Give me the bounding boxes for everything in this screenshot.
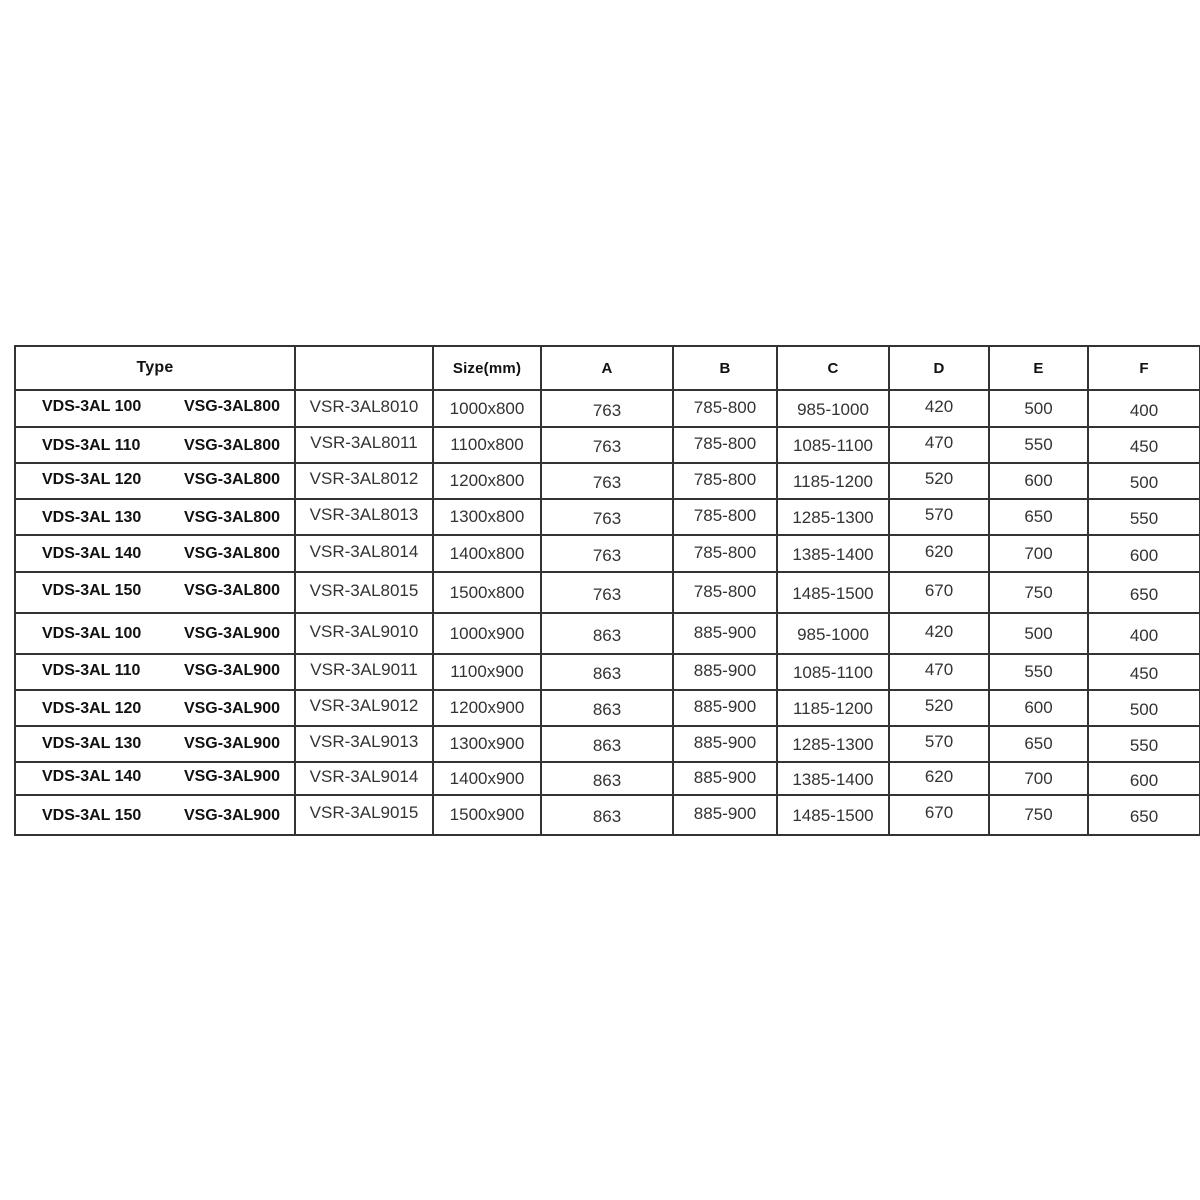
table-row [15, 427, 1200, 463]
size-cell: 1000x800 [433, 390, 541, 427]
type-vsg-label: VSG-3AL900 [183, 662, 280, 680]
c-cell: 1385-1400 [777, 535, 889, 572]
table-body [15, 390, 1200, 835]
column-header-type: Type [15, 346, 295, 390]
c-cell: 1385-1400 [777, 762, 889, 795]
b-cell: 785-800 [673, 427, 777, 463]
f-cell: 650 [1088, 572, 1200, 613]
d-cell: 670 [889, 572, 989, 613]
d-cell: 420 [889, 613, 989, 654]
type-vds-label: VDS-3AL 100 [42, 398, 142, 416]
c-cell: 1085-1100 [777, 427, 889, 463]
header-row [15, 346, 1200, 390]
type-vsg-label: VSG-3AL900 [183, 700, 280, 718]
f-cell: 650 [1088, 795, 1200, 835]
type-vsg-label: VSG-3AL900 [183, 735, 280, 752]
table-row [15, 572, 1200, 613]
column-header-d: D [889, 346, 989, 390]
size-cell: 1200x800 [433, 463, 541, 499]
code-cell: VSR-3AL9012 [295, 690, 433, 726]
type-cell [15, 390, 295, 427]
type-vsg-label: VSG-3AL900 [183, 625, 280, 643]
code-cell: VSR-3AL9011 [295, 654, 433, 690]
a-cell: 763 [541, 499, 673, 535]
b-cell: 885-900 [673, 795, 777, 835]
e-cell: 550 [989, 427, 1088, 463]
code-cell: VSR-3AL8014 [295, 535, 433, 572]
a-cell: 863 [541, 726, 673, 762]
d-cell: 570 [889, 499, 989, 535]
c-cell: 1085-1100 [777, 654, 889, 690]
a-cell: 863 [541, 762, 673, 795]
b-cell: 885-900 [673, 726, 777, 762]
code-cell: VSR-3AL8015 [295, 572, 433, 613]
c-cell: 1285-1300 [777, 726, 889, 762]
f-cell: 600 [1088, 535, 1200, 572]
b-cell: 885-900 [673, 690, 777, 726]
column-header-a: A [541, 346, 673, 390]
type-vds-label: VDS-3AL 130 [42, 735, 142, 752]
type-cell [15, 726, 295, 762]
c-cell: 985-1000 [777, 613, 889, 654]
b-cell: 885-900 [673, 613, 777, 654]
type-cell [15, 690, 295, 726]
table-row [15, 613, 1200, 654]
d-cell: 470 [889, 427, 989, 463]
type-vsg-label: VSG-3AL800 [183, 544, 280, 562]
column-header-code [295, 346, 433, 390]
type-cell [15, 427, 295, 463]
type-vds-label: VDS-3AL 130 [42, 509, 142, 527]
column-header-c: C [777, 346, 889, 390]
type-cell [15, 613, 295, 654]
type-vds-label: VDS-3AL 100 [42, 625, 142, 643]
table-row [15, 762, 1200, 795]
type-vds-label: VDS-3AL 150 [42, 582, 142, 600]
e-cell: 500 [989, 613, 1088, 654]
code-cell: VSR-3AL9014 [295, 762, 433, 795]
f-cell: 400 [1088, 390, 1200, 427]
e-cell: 500 [989, 390, 1088, 427]
size-cell: 1000x900 [433, 613, 541, 654]
table-row [15, 690, 1200, 726]
size-cell: 1400x900 [433, 762, 541, 795]
f-cell: 400 [1088, 613, 1200, 654]
type-vsg-label: VSG-3AL900 [183, 768, 280, 786]
size-cell: 1100x900 [433, 654, 541, 690]
a-cell: 863 [541, 795, 673, 835]
d-cell: 420 [889, 390, 989, 427]
code-cell: VSR-3AL9015 [295, 795, 433, 835]
f-cell: 500 [1088, 690, 1200, 726]
e-cell: 700 [989, 535, 1088, 572]
c-cell: 1485-1500 [777, 795, 889, 835]
size-cell: 1300x900 [433, 726, 541, 762]
c-cell: 985-1000 [777, 390, 889, 427]
type-vds-label: VDS-3AL 110 [42, 436, 141, 454]
e-cell: 750 [989, 572, 1088, 613]
d-cell: 520 [889, 463, 989, 499]
f-cell: 550 [1088, 499, 1200, 535]
type-cell [15, 654, 295, 690]
a-cell: 863 [541, 654, 673, 690]
e-cell: 600 [989, 463, 1088, 499]
size-cell: 1100x800 [433, 427, 541, 463]
type-vsg-label: VSG-3AL800 [183, 471, 280, 489]
a-cell: 863 [541, 613, 673, 654]
type-cell [15, 762, 295, 795]
b-cell: 885-900 [673, 654, 777, 690]
code-cell: VSR-3AL9013 [295, 726, 433, 762]
column-header-f: F [1088, 346, 1200, 390]
d-cell: 520 [889, 690, 989, 726]
b-cell: 785-800 [673, 390, 777, 427]
type-vds-label: VDS-3AL 140 [42, 544, 142, 562]
c-cell: 1285-1300 [777, 499, 889, 535]
type-vds-label: VDS-3AL 110 [42, 662, 141, 680]
type-cell [15, 499, 295, 535]
b-cell: 785-800 [673, 572, 777, 613]
table-row [15, 795, 1200, 835]
b-cell: 785-800 [673, 535, 777, 572]
type-vds-label: VDS-3AL 140 [42, 768, 142, 786]
type-cell [15, 535, 295, 572]
a-cell: 763 [541, 390, 673, 427]
type-vsg-label: VSG-3AL800 [183, 398, 280, 416]
spec-table [14, 345, 1200, 836]
d-cell: 670 [889, 795, 989, 835]
table-row [15, 390, 1200, 427]
type-cell [15, 572, 295, 613]
b-cell: 785-800 [673, 499, 777, 535]
size-cell: 1400x800 [433, 535, 541, 572]
e-cell: 650 [989, 726, 1088, 762]
type-vsg-label: VSG-3AL800 [183, 582, 280, 600]
a-cell: 763 [541, 427, 673, 463]
type-cell [15, 795, 295, 835]
size-cell: 1300x800 [433, 499, 541, 535]
e-cell: 650 [989, 499, 1088, 535]
e-cell: 550 [989, 654, 1088, 690]
d-cell: 620 [889, 762, 989, 795]
d-cell: 470 [889, 654, 989, 690]
table-row [15, 654, 1200, 690]
a-cell: 863 [541, 690, 673, 726]
f-cell: 450 [1088, 654, 1200, 690]
code-cell: VSR-3AL8013 [295, 499, 433, 535]
type-vds-label: VDS-3AL 150 [42, 806, 142, 824]
f-cell: 550 [1088, 726, 1200, 762]
table-row [15, 463, 1200, 499]
column-header-size: Size(mm) [433, 346, 541, 390]
type-cell [15, 463, 295, 499]
f-cell: 600 [1088, 762, 1200, 795]
b-cell: 785-800 [673, 463, 777, 499]
table-row [15, 726, 1200, 762]
c-cell: 1185-1200 [777, 463, 889, 499]
size-cell: 1200x900 [433, 690, 541, 726]
a-cell: 763 [541, 463, 673, 499]
c-cell: 1185-1200 [777, 690, 889, 726]
type-vds-label: VDS-3AL 120 [42, 471, 142, 489]
f-cell: 500 [1088, 463, 1200, 499]
type-vds-label: VDS-3AL 120 [42, 700, 142, 718]
f-cell: 450 [1088, 427, 1200, 463]
d-cell: 570 [889, 726, 989, 762]
size-cell: 1500x800 [433, 572, 541, 613]
type-vsg-label: VSG-3AL800 [183, 436, 280, 454]
d-cell: 620 [889, 535, 989, 572]
c-cell: 1485-1500 [777, 572, 889, 613]
table-row [15, 535, 1200, 572]
column-header-e: E [989, 346, 1088, 390]
type-vsg-label: VSG-3AL800 [183, 509, 280, 527]
size-cell: 1500x900 [433, 795, 541, 835]
code-cell: VSR-3AL8010 [295, 390, 433, 427]
code-cell: VSR-3AL9010 [295, 613, 433, 654]
code-cell: VSR-3AL8011 [295, 427, 433, 463]
code-cell: VSR-3AL8012 [295, 463, 433, 499]
b-cell: 885-900 [673, 762, 777, 795]
a-cell: 763 [541, 535, 673, 572]
table-row [15, 499, 1200, 535]
e-cell: 600 [989, 690, 1088, 726]
column-header-b: B [673, 346, 777, 390]
a-cell: 763 [541, 572, 673, 613]
type-vsg-label: VSG-3AL900 [183, 806, 280, 824]
e-cell: 750 [989, 795, 1088, 835]
e-cell: 700 [989, 762, 1088, 795]
